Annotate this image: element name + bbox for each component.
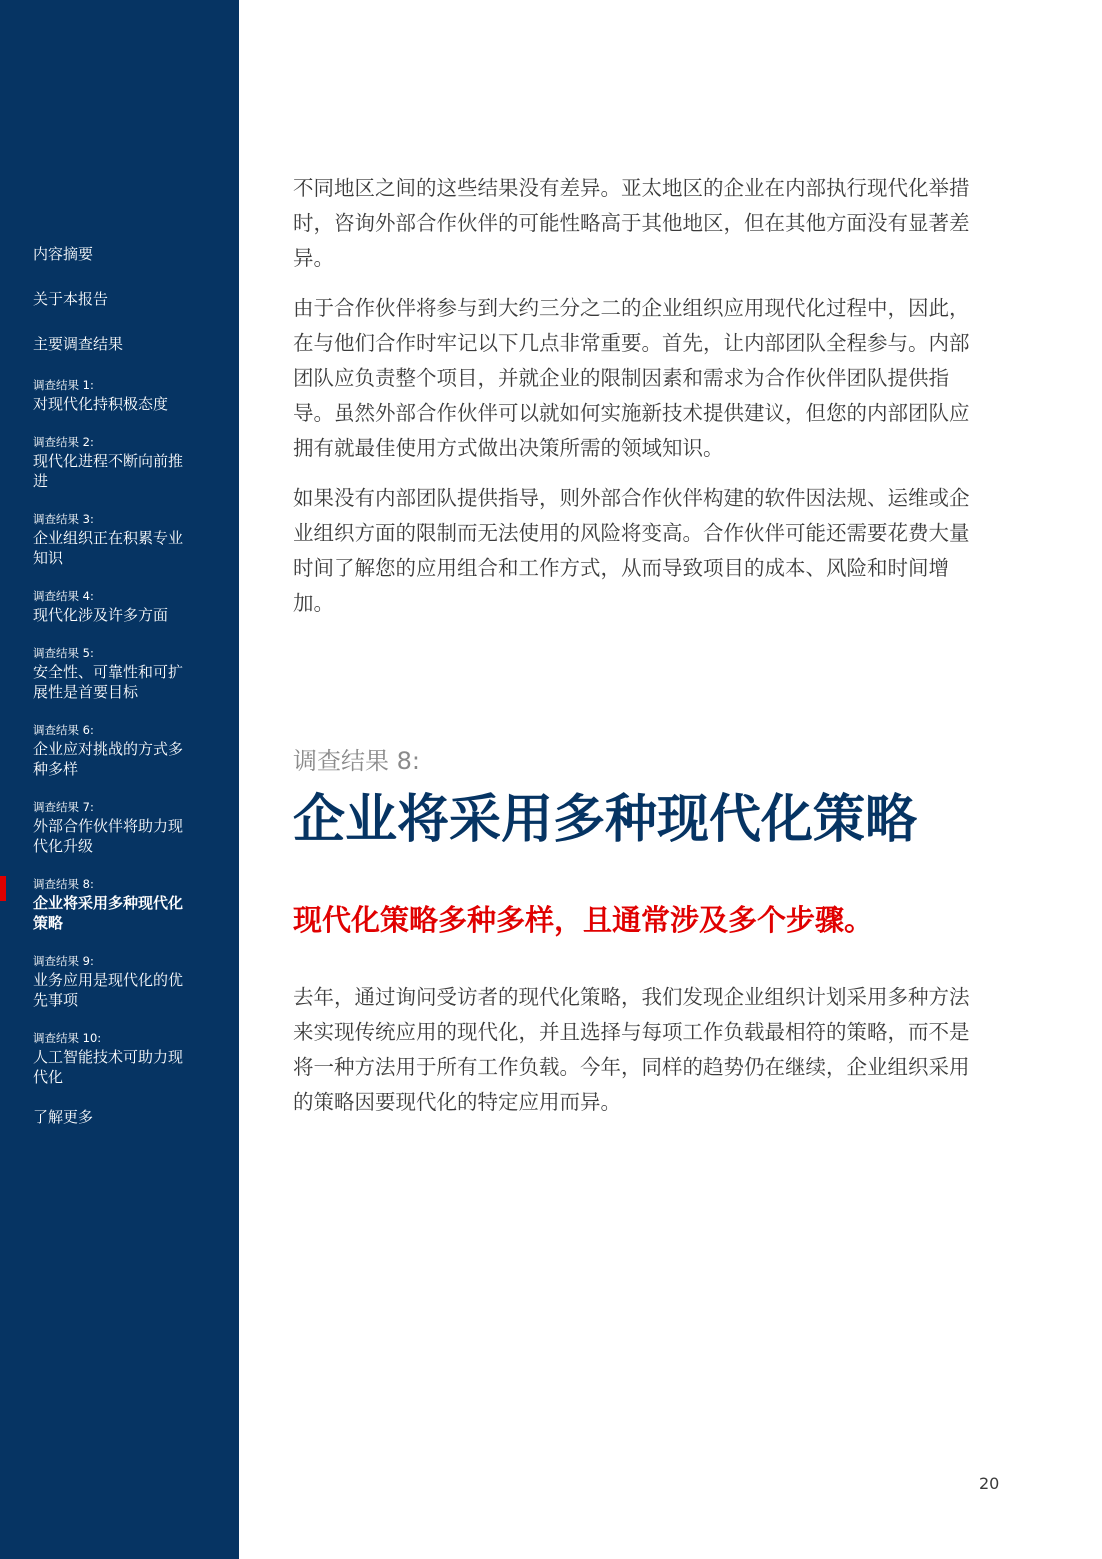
nav-item-finding-6[interactable] — [33, 722, 229, 779]
section-title: 企业将采用多种现代化策略 — [293, 790, 918, 850]
section-subtitle: 现代化策略多种多样，且通常涉及多个步骤。 — [293, 903, 874, 937]
nav-item-sublabel: 调查结果 1: — [33, 378, 94, 392]
nav-item-label: 企业应对挑战的方式多种多样 — [33, 740, 184, 778]
nav-item-finding-9[interactable] — [33, 953, 229, 1010]
paragraph: 不同地区之间的这些结果没有差异。亚太地区的企业在内部执行现代化举措时，咨询外部合作伙伴的可能性略高于其他地区，但在其他方面没有显著差异。 — [293, 176, 970, 270]
paragraph: 去年，通过询问受访者的现代化策略，我们发现企业组织计划采用多种方法来实现传统应用的现代化，并且选择与每项工作负载最相符的策略，而不是将一种方法用于所有工作负载。今年，同样的趋势仍在继续，企业组织采用的策略因要现代化的特定应用而异。 — [293, 985, 970, 1114]
nav-item-label: 企业将采用多种现代化策略 — [33, 894, 184, 932]
nav-item-label: 业务应用是现代化的优先事项 — [33, 971, 184, 1009]
nav-item-label: 现代化进程不断向前推进 — [33, 452, 184, 490]
nav-item-finding-4[interactable] — [33, 588, 229, 625]
paragraph: 如果没有内部团队提供指导，则外部合作伙伴构建的软件因法规、运维或企业组织方面的限制而无法使用的风险将变高。合作伙伴可能还需要花费大量时间了解您的应用组合和工作方式，从而导致项目的成本、风险和时间增加。 — [293, 486, 970, 615]
nav-item-sublabel: 调查结果 4: — [33, 589, 94, 603]
sidebar — [0, 0, 239, 1559]
nav-item-label: 对现代化持积极态度 — [33, 395, 169, 413]
active-indicator — [0, 876, 6, 901]
sidebar-nav — [33, 244, 229, 1152]
nav-item-label: 了解更多 — [33, 1108, 94, 1126]
body-text-top — [293, 171, 983, 636]
nav-item-finding-1[interactable] — [33, 377, 229, 414]
nav-item-finding-10[interactable] — [33, 1030, 229, 1087]
nav-item-label: 安全性、可靠性和可扩展性是首要目标 — [33, 663, 184, 701]
nav-item-sublabel: 调查结果 7: — [33, 800, 94, 814]
nav-item-finding-3[interactable] — [33, 511, 229, 568]
paragraph: 由于合作伙伴将参与到大约三分之二的企业组织应用现代化过程中，因此，在与他们合作时牢记以下几点非常重要。首先，让内部团队全程参与。内部团队应负责整个项目，并就企业的限制因素和需求为合作伙伴团队提供指导。虽然外部合作伙伴可以就如何实施新技术提供建议，但您的内部团队应拥有就最佳使用方式做出决策所需的领域知识。 — [293, 296, 970, 460]
nav-item-label: 现代化涉及许多方面 — [33, 606, 169, 624]
nav-item-label: 外部合作伙伴将助力现代化升级 — [33, 817, 184, 855]
page-number: 20 — [979, 1474, 1000, 1493]
nav-item-sublabel: 调查结果 10: — [33, 1031, 102, 1045]
nav-item-sublabel: 调查结果 6: — [33, 723, 94, 737]
nav-item-label: 主要调查结果 — [33, 335, 124, 353]
nav-item-label: 企业组织正在积累专业知识 — [33, 529, 184, 567]
nav-item-label: 人工智能技术可助力现代化 — [33, 1048, 184, 1086]
nav-item-learn-more[interactable] — [33, 1107, 229, 1127]
section-label: 调查结果 8: — [293, 747, 420, 775]
body-text-bottom — [293, 980, 983, 1135]
nav-item-sublabel: 调查结果 9: — [33, 954, 94, 968]
nav-item-finding-5[interactable] — [33, 645, 229, 702]
nav-item-summary[interactable] — [33, 244, 229, 264]
nav-item-label: 内容摘要 — [33, 245, 94, 263]
nav-item-finding-2[interactable] — [33, 434, 229, 491]
nav-item-about-report[interactable] — [33, 289, 229, 309]
nav-item-label: 关于本报告 — [33, 290, 109, 308]
nav-item-sublabel: 调查结果 3: — [33, 512, 94, 526]
nav-item-sublabel: 调查结果 5: — [33, 646, 94, 660]
nav-item-key-findings[interactable] — [33, 334, 229, 354]
nav-item-sublabel: 调查结果 2: — [33, 435, 94, 449]
nav-item-sublabel: 调查结果 8: — [33, 877, 94, 891]
nav-item-finding-8[interactable] — [33, 876, 229, 933]
nav-item-finding-7[interactable] — [33, 799, 229, 856]
